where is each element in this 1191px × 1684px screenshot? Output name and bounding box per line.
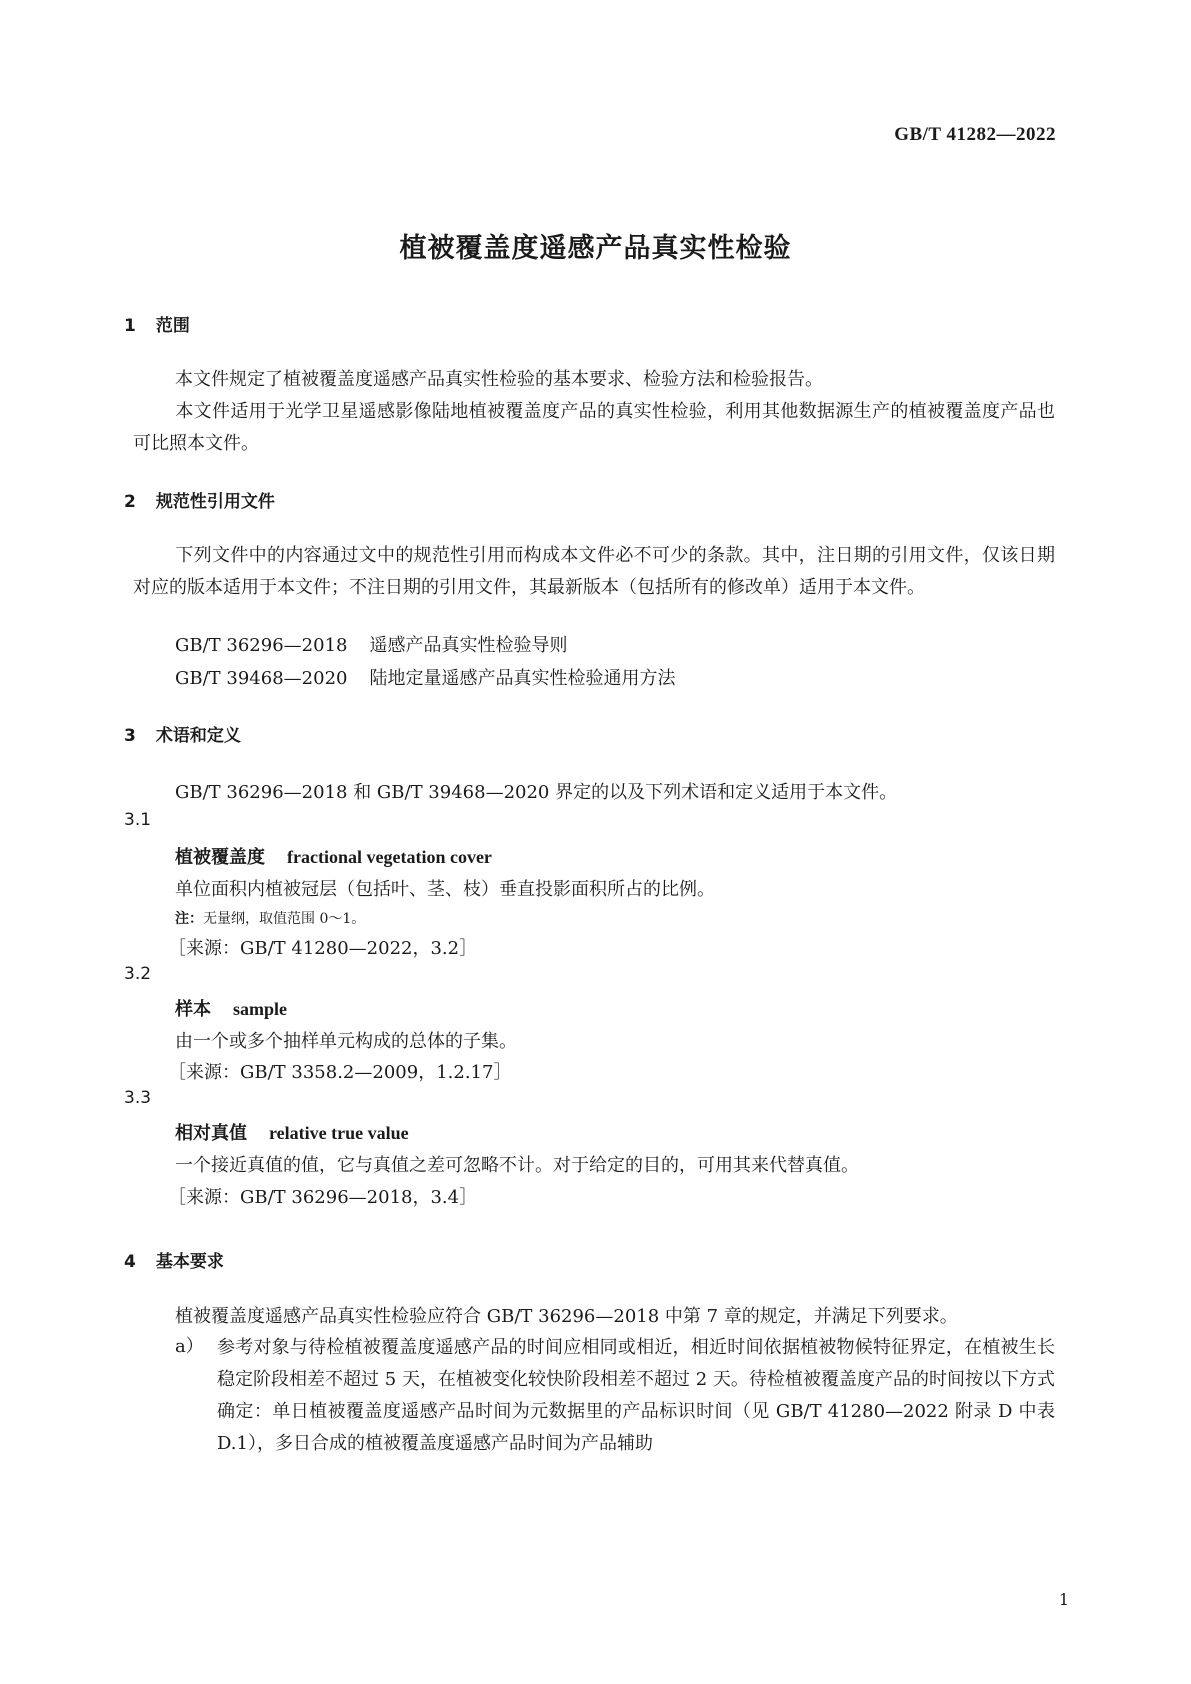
reference-1 bbox=[175, 631, 567, 657]
section-3-heading bbox=[124, 721, 241, 746]
section-1-paragraph-1: 本文件规定了植被覆盖度遥感产品真实性检验的基本要求、检验方法和检验报告。 bbox=[175, 369, 823, 390]
page-number: 1 bbox=[1058, 1590, 1069, 1609]
section-1-heading bbox=[124, 311, 190, 336]
term-3-name bbox=[175, 1119, 409, 1145]
term-1-source: ［来源：GB/T 41280—2022，3.2］ bbox=[168, 938, 478, 959]
term-3-en: relative true value bbox=[269, 1123, 409, 1143]
section-4-title: 基本要求 bbox=[155, 1252, 224, 1272]
term-1-zh: 植被覆盖度 bbox=[175, 847, 265, 868]
term-3-source: ［来源：GB/T 36296—2018，3.4］ bbox=[168, 1187, 478, 1208]
term-1-name bbox=[175, 843, 492, 869]
section-3-number: 3 bbox=[124, 726, 136, 746]
term-2-name bbox=[175, 995, 287, 1021]
reference-2-code: GB/T 39468—2020 bbox=[175, 668, 348, 689]
section-2-paragraph-1: 下列文件中的内容通过文中的规范性引用而构成本文件必不可少的条款。其中，注日期的引用文件，仅该日期对应的版本适用于本文件；不注日期的引用文件，其最新版本（包括所有的修改单）适用于本文件。 bbox=[133, 545, 1055, 598]
term-1-note-label: 注： bbox=[175, 911, 203, 927]
term-3-number: 3.3 bbox=[124, 1088, 152, 1108]
list-item-a-text: 参考对象与待检植被覆盖度遥感产品的时间应相同或相近，相近时间依据植被物候特征界定，在植被生长稳定阶段相差不超过 5 天，在植被变化较快阶段相差不超过 2 天。待检植被覆盖度产品的时间按以下方式确定：单日植被覆盖度遥感产品时间为元数据里的产品标识时间（见 GB/T 41280—2022 附录 D 中表 D.1），多日合成的植被覆盖度遥感产品时间为产品辅助 bbox=[217, 1337, 1055, 1454]
term-1-en: fractional vegetation cover bbox=[287, 847, 492, 867]
section-2-number: 2 bbox=[124, 492, 136, 512]
document-title: 植被覆盖度遥感产品真实性检验 bbox=[399, 233, 792, 264]
term-1-number: 3.1 bbox=[124, 810, 152, 830]
section-2-title: 规范性引用文件 bbox=[155, 492, 275, 512]
section-4-paragraph-1: 植被覆盖度遥感产品真实性检验应符合 GB/T 36296—2018 中第 7 章的规定，并满足下列要求。 bbox=[175, 1306, 958, 1327]
term-2-zh: 样本 bbox=[175, 999, 211, 1020]
section-4-number: 4 bbox=[124, 1252, 136, 1272]
term-2-definition: 由一个或多个抽样单元构成的总体的子集。 bbox=[175, 1031, 517, 1052]
reference-1-code: GB/T 36296—2018 bbox=[175, 635, 348, 656]
section-3-title: 术语和定义 bbox=[155, 726, 241, 746]
term-1-definition: 单位面积内植被冠层（包括叶、茎、枝）垂直投影面积所占的比例。 bbox=[175, 879, 715, 900]
term-1-note-text: 无量纲，取值范围 0～1。 bbox=[203, 911, 366, 927]
term-2-number: 3.2 bbox=[124, 964, 152, 984]
reference-1-title: 遥感产品真实性检验导则 bbox=[369, 635, 568, 656]
reference-2 bbox=[175, 664, 675, 690]
section-4-heading bbox=[124, 1247, 224, 1272]
term-3-zh: 相对真值 bbox=[175, 1123, 247, 1144]
section-2-heading bbox=[124, 487, 275, 512]
section-1-paragraph-2: 本文件适用于光学卫星遥感影像陆地植被覆盖度产品的真实性检验，利用其他数据源生产的植被覆盖度产品也可比照本文件。 bbox=[133, 401, 1055, 454]
term-3-definition: 一个接近真值的值，它与真值之差可忽略不计。对于给定的目的，可用其来代替真值。 bbox=[175, 1155, 859, 1176]
standard-code: GB/T 41282—2022 bbox=[894, 124, 1056, 145]
list-item-a-marker: a） bbox=[175, 1336, 204, 1357]
section-1-title: 范围 bbox=[155, 316, 190, 336]
term-2-en: sample bbox=[233, 999, 287, 1019]
reference-2-title: 陆地定量遥感产品真实性检验通用方法 bbox=[369, 668, 676, 689]
section-1-number: 1 bbox=[124, 316, 136, 336]
term-1-note bbox=[175, 908, 365, 928]
section-3-intro: GB/T 36296—2018 和 GB/T 39468—2020 界定的以及下列术语和定义适用于本文件。 bbox=[175, 782, 898, 803]
term-2-source: ［来源：GB/T 3358.2—2009，1.2.17］ bbox=[168, 1062, 512, 1083]
